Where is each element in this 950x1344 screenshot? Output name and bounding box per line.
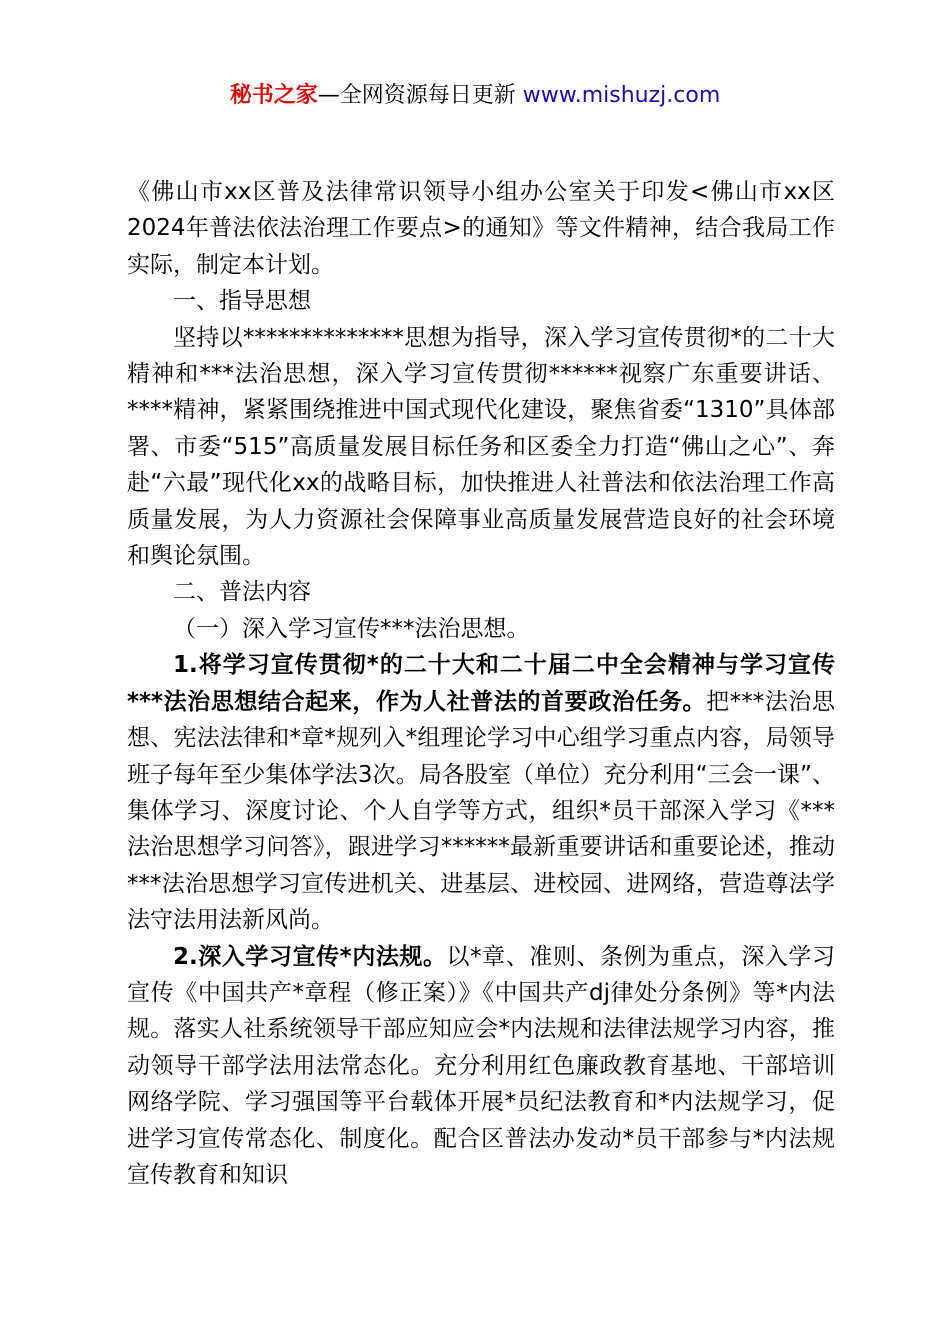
intro-text: 《佛山市xx区普及法律常识领导小组办公室关于印发<佛山市xx区2024年普法依法治理工作要点>的通知》等文件精神，结合我局工作实际，制定本计划。 <box>127 179 835 278</box>
item-2-paragraph <box>127 939 835 1194</box>
subsection-heading-text: （一）深入学习宣传***法治思想。 <box>173 615 530 642</box>
subsection-heading-1 <box>127 611 835 647</box>
item-1-paragraph <box>127 647 835 938</box>
intro-paragraph <box>127 174 835 283</box>
site-url-link[interactable]: www.mishuzj.com <box>522 83 721 108</box>
section-heading-content <box>127 574 835 610</box>
item-2-lead: 2.深入学习宣传*内法规。 <box>173 943 447 970</box>
section-heading-guiding-ideology <box>127 283 835 319</box>
item-2-text: 以*章、准则、条例为重点，深入学习宣传《中国共产*章程（修正案）》《中国共产dj律处分条例》等*内法规。落实人社系统领导干部应知应会*内法规和法律法规学习内容，推动领导干部学法用法常态化。充分利用红色廉政教育基地、干部培训网络学院、学习强国等平台载体开展*员纪法教育和*内法规学习，促进学习宣传常态化、制度化。配合区普法办发动*员干部参与*内法规宣传教育和知识 <box>127 943 835 1188</box>
item-1-text: 把***法治思想、宪法法律和*章*规列入*组理论学习中心组学习重点内容，局领导班子每年至少集体学法3次。局各股室（单位）充分利用“三会一课”、集体学习、深度讨论、个人自学等方式，组织*员干部深入学习《***法治思想学习问答》，跟进学习******最新重要讲话和重要论述，推动***法治思想学习宣传进机关、进基层、进校园、进网络，营造尊法学法守法用法新风尚。 <box>127 688 835 934</box>
guiding-ideology-paragraph <box>127 320 835 575</box>
section-heading-text: 一、指导思想 <box>173 288 311 315</box>
site-header <box>0 80 950 112</box>
document-body <box>127 174 835 1193</box>
paragraph-text: 坚持以**************思想为指导，深入学习宣传贯彻*的二十大精神和***法治思想，深入学习宣传贯彻******视察广东重要讲话、****精神，紧紧围绕推进中国式现代化建设，聚焦省委“1310”具体部署、市委“515”高质量发展目标任务和区委全力打造“佛山之心”、奔赴“六最”现代化xx的战略目标，加快推进人社普法和依法治理工作高质量发展，为人力资源社会保障事业高质量发展营造良好的社会环境和舆论氛围。 <box>127 324 835 570</box>
section-heading-text: 二、普法内容 <box>173 579 311 606</box>
site-tagline: —全网资源每日更新 <box>317 83 516 108</box>
site-brand: 秘书之家 <box>229 83 318 108</box>
item-1-lead: 1.将学习宣传贯彻*的二十大和二十届二中全会精神与学习宣传***法治思想结合起来，作为人社普法的首要政治任务。 <box>127 652 835 715</box>
